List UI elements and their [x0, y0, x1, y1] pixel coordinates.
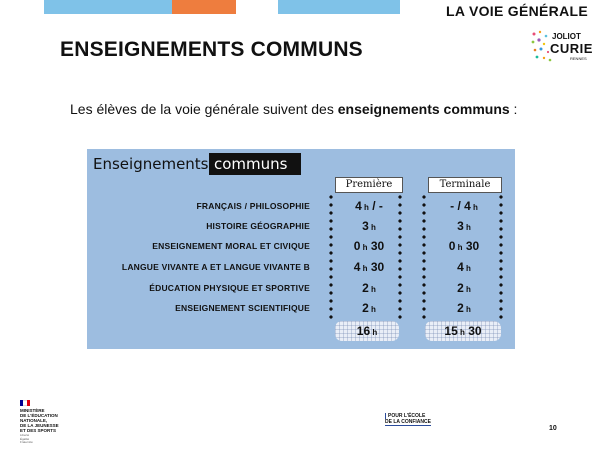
flag-red-stripe: [27, 400, 30, 406]
motto: [20, 434, 60, 445]
campaign-logo: [385, 413, 431, 426]
table-row: [87, 237, 515, 257]
ministry-line: ET DES SPORTS: [20, 428, 57, 433]
premiere-value: 2 h: [362, 301, 376, 315]
premiere-value: 0 h 30: [353, 239, 385, 253]
table-row: [87, 258, 515, 278]
ministry-name: [20, 408, 60, 433]
row-label: ENSEIGNEMENT SCIENTIFIQUE: [175, 303, 310, 313]
flag-icon: [20, 400, 30, 406]
top-bar-blue-1: [44, 0, 172, 14]
table-row: [87, 299, 515, 319]
slide-title: ENSEIGNEMENTS COMMUNS: [60, 38, 363, 61]
table-row: [87, 197, 515, 217]
page-number: 10: [549, 425, 557, 432]
row-label: ÉDUCATION PHYSIQUE ET SPORTIVE: [149, 283, 310, 293]
ministry-line: MINISTÈRE: [20, 408, 45, 413]
logo-line-2: CURIE: [550, 41, 593, 56]
premiere-value: 4 h 30: [353, 260, 385, 274]
intro-text: [70, 101, 517, 117]
intro-suffix: :: [509, 101, 518, 117]
ministry-line: DE LA JEUNESSE: [20, 423, 59, 428]
table-row: [87, 217, 515, 237]
intro-prefix: Les élèves de la voie générale suivent des: [70, 101, 338, 117]
premiere-value: 2 h: [362, 281, 376, 295]
school-logo: [530, 28, 600, 68]
ministry-line: NATIONALE,: [20, 418, 48, 423]
intro-bold: enseignements communs: [337, 101, 510, 117]
column-header-premiere: Première: [335, 177, 403, 193]
campaign-line-1: POUR L'ÉCOLE: [385, 413, 431, 419]
terminale-value: 2 h: [457, 281, 471, 295]
total-terminale: 15 h 30: [425, 321, 501, 341]
table-heading-2: communs: [209, 153, 301, 175]
section-tag: LA VOIE GÉNÉRALE: [446, 3, 588, 19]
premiere-value: 3 h: [362, 219, 376, 233]
top-bar-blue-2: [278, 0, 400, 14]
motto-line: Fraternité: [20, 440, 33, 444]
table-row: [87, 279, 515, 299]
terminale-value: 0 h 30: [448, 239, 480, 253]
motto-line: Liberté: [20, 433, 30, 437]
campaign-line-2: DE LA CONFIANCE: [385, 419, 431, 425]
row-label: FRANÇAIS / PHILOSOPHIE: [196, 201, 310, 211]
row-label: LANGUE VIVANTE A ET LANGUE VIVANTE B: [121, 262, 310, 272]
row-label: ENSEIGNEMENT MORAL ET CIVIQUE: [152, 241, 310, 251]
total-premiere: 16 h: [335, 321, 399, 341]
terminale-value: 2 h: [457, 301, 471, 315]
ministry-logo: [20, 400, 60, 445]
motto-line: Égalité: [20, 436, 30, 441]
logo-line-3: RENNES: [570, 56, 587, 61]
ministry-line: DE L'ÉDUCATION: [20, 413, 58, 418]
table-heading-1: Enseignements: [93, 155, 209, 173]
logo-line-1: JOLIOT: [552, 32, 581, 41]
terminale-value: - / 4 h: [450, 199, 478, 213]
row-label: HISTOIRE GÉOGRAPHIE: [206, 221, 310, 231]
terminale-value: 3 h: [457, 219, 471, 233]
top-bar-orange: [172, 0, 236, 14]
terminale-value: 4 h: [457, 260, 471, 274]
column-header-terminale: Terminale: [428, 177, 502, 193]
schedule-table: [87, 149, 515, 349]
premiere-value: 4 h / -: [355, 199, 383, 213]
